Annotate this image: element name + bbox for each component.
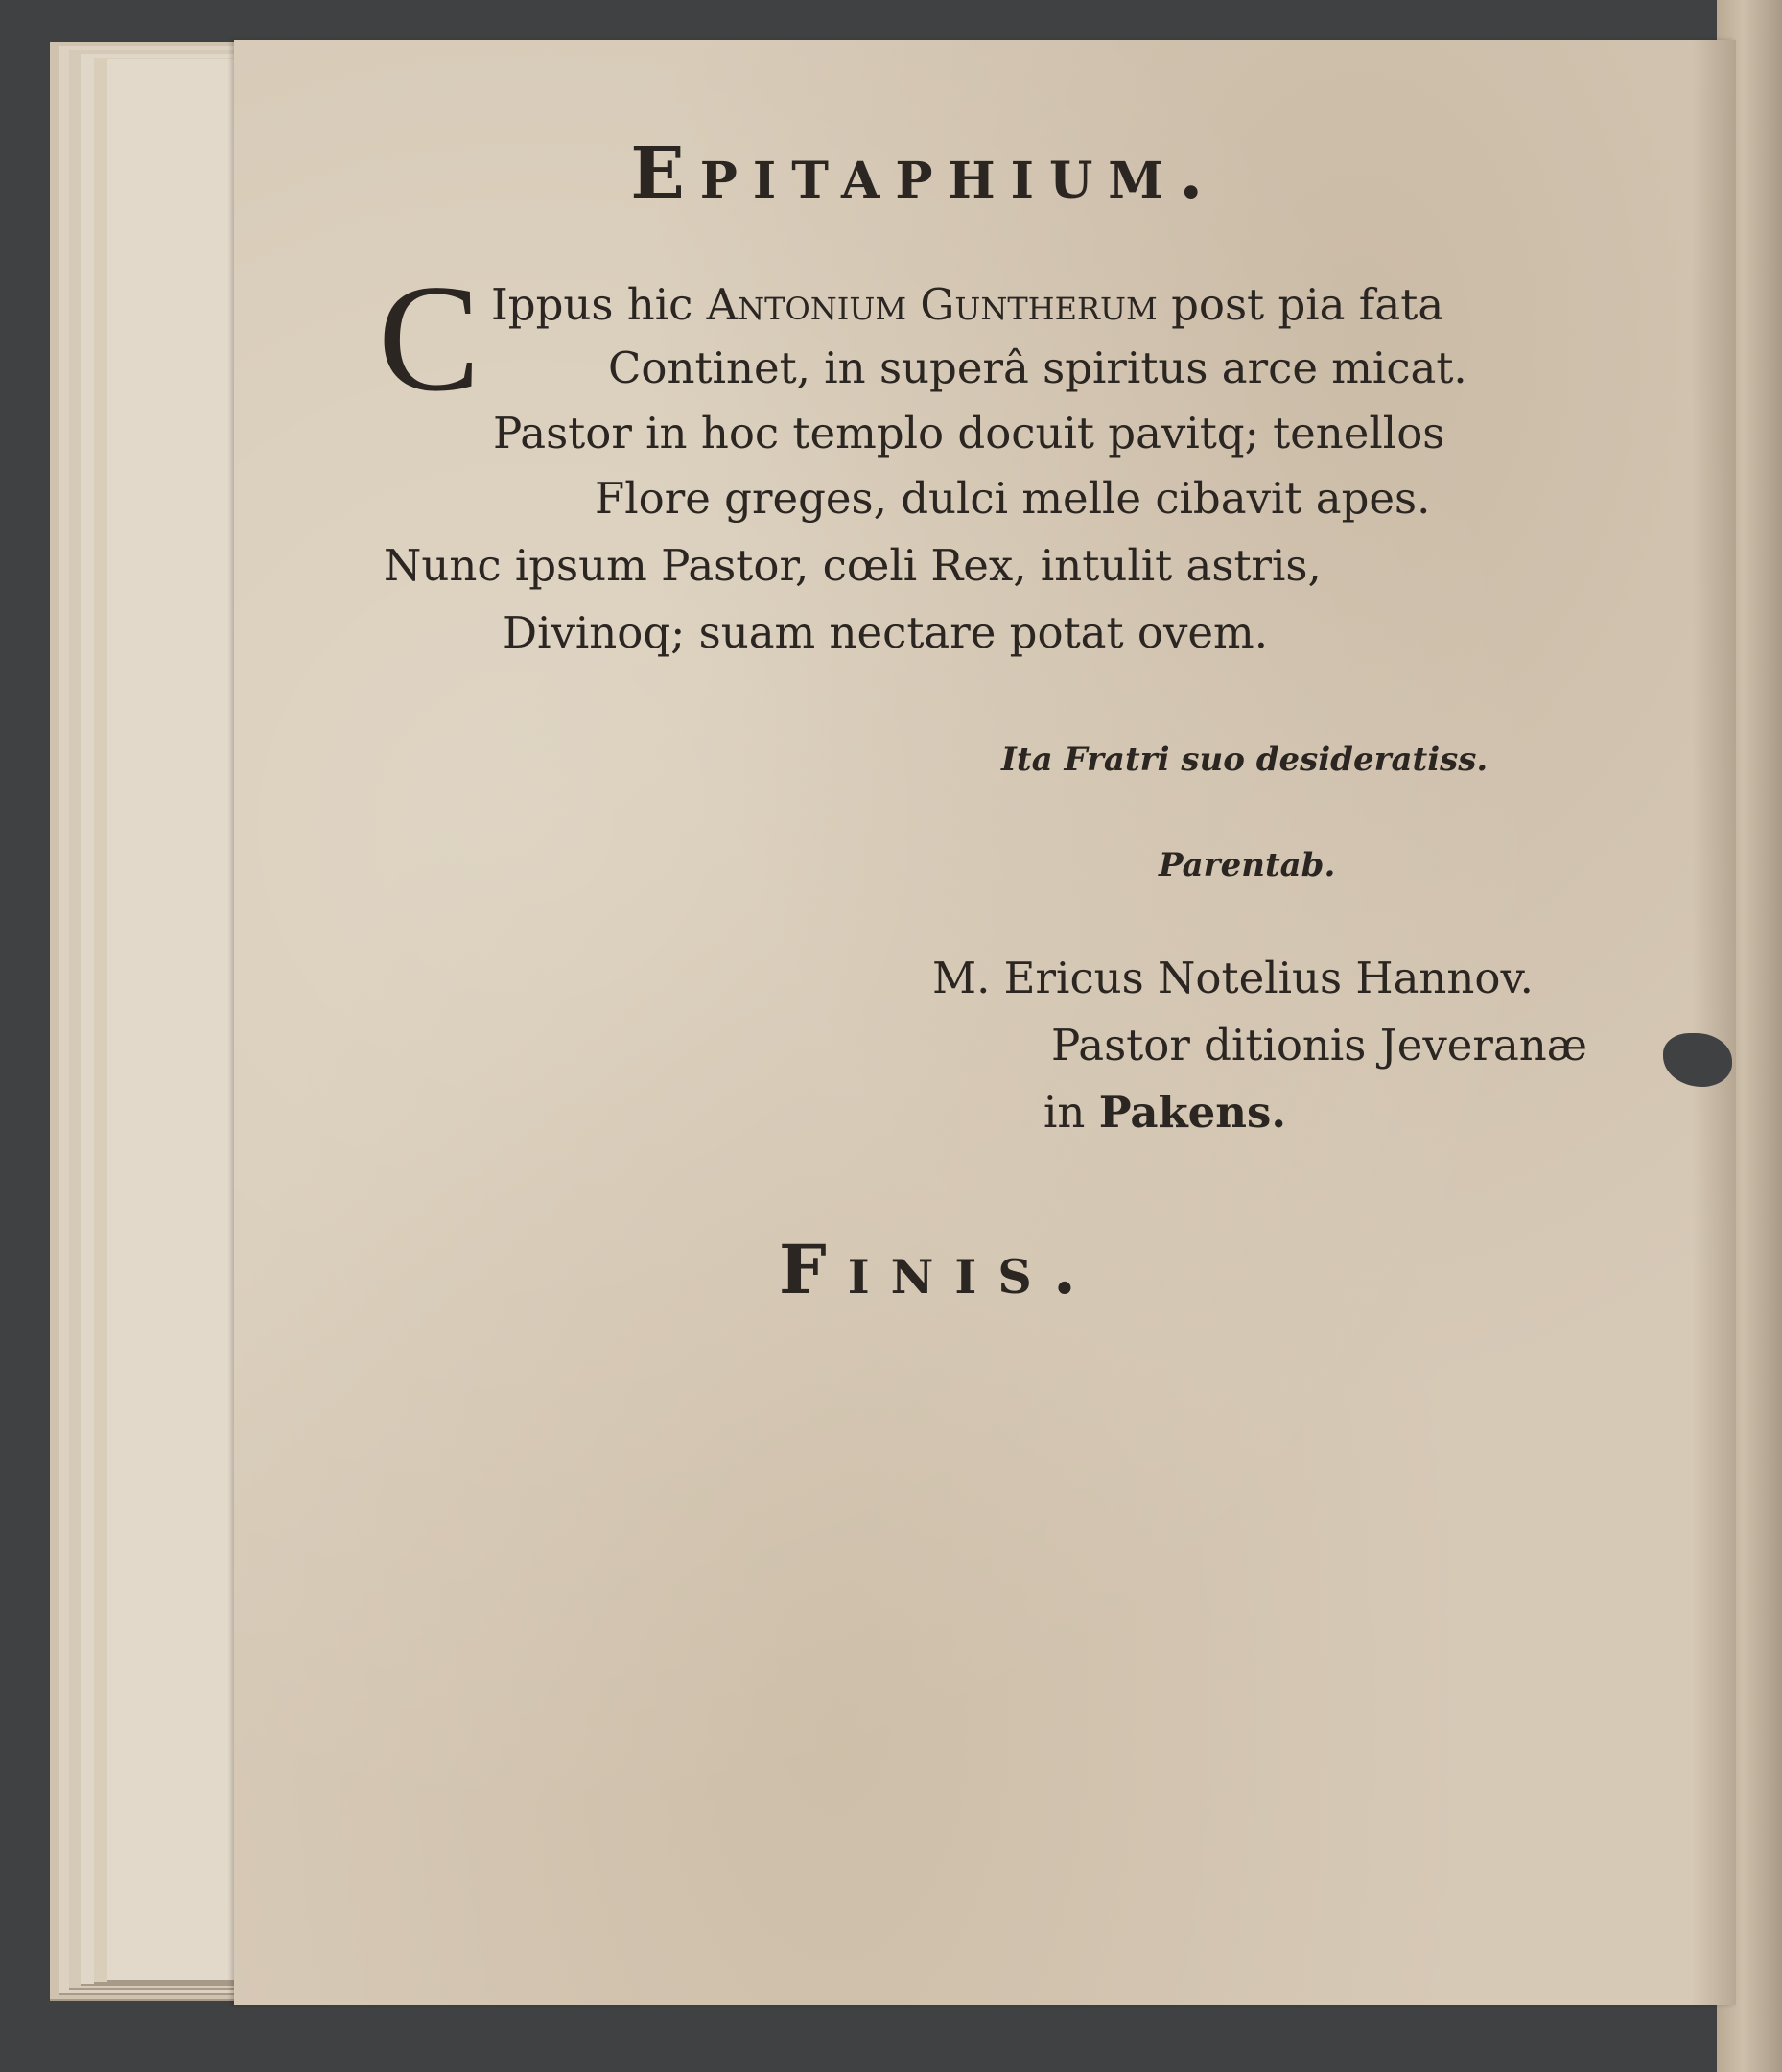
drop-capital: C bbox=[378, 252, 481, 423]
poem-line-5: Nunc ipsum Pastor, cœli Rex, intulit astris, bbox=[384, 540, 1322, 591]
signature-line-2: Pastor ditionis Jeveranæ bbox=[1051, 1020, 1588, 1071]
poem-line-1: Ippus hic Antonium Guntherum post pia fata bbox=[491, 279, 1444, 330]
book-page bbox=[234, 40, 1736, 2005]
poem-line-2: Continet, in superâ spiritus arce micat. bbox=[608, 342, 1467, 393]
signature-line-1: M. Ericus Notelius Hannov. bbox=[932, 953, 1534, 1003]
dedication-line-2: Parentab. bbox=[1159, 846, 1336, 884]
poem-name: Antonium Guntherum bbox=[706, 279, 1158, 330]
spine-shadow bbox=[1692, 40, 1736, 2005]
dedication-line-1: Ita Fratri suo desideratiss. bbox=[1001, 741, 1489, 779]
poem-line-3: Pastor in hoc templo docuit pavitq; tenellos bbox=[493, 408, 1445, 459]
page-tear bbox=[1663, 1033, 1732, 1087]
finis-heading: Finis. bbox=[779, 1230, 1098, 1309]
poem-line-6: Divinoq; suam nectare potat ovem. bbox=[503, 607, 1269, 658]
signature-line-3: in Pakens. bbox=[1043, 1087, 1287, 1138]
poem-line-4: Flore greges, dulci melle cibavit apes. bbox=[595, 473, 1431, 524]
page-title: Epitaphium. bbox=[630, 132, 1219, 215]
place-name: Pakens. bbox=[1098, 1087, 1287, 1138]
